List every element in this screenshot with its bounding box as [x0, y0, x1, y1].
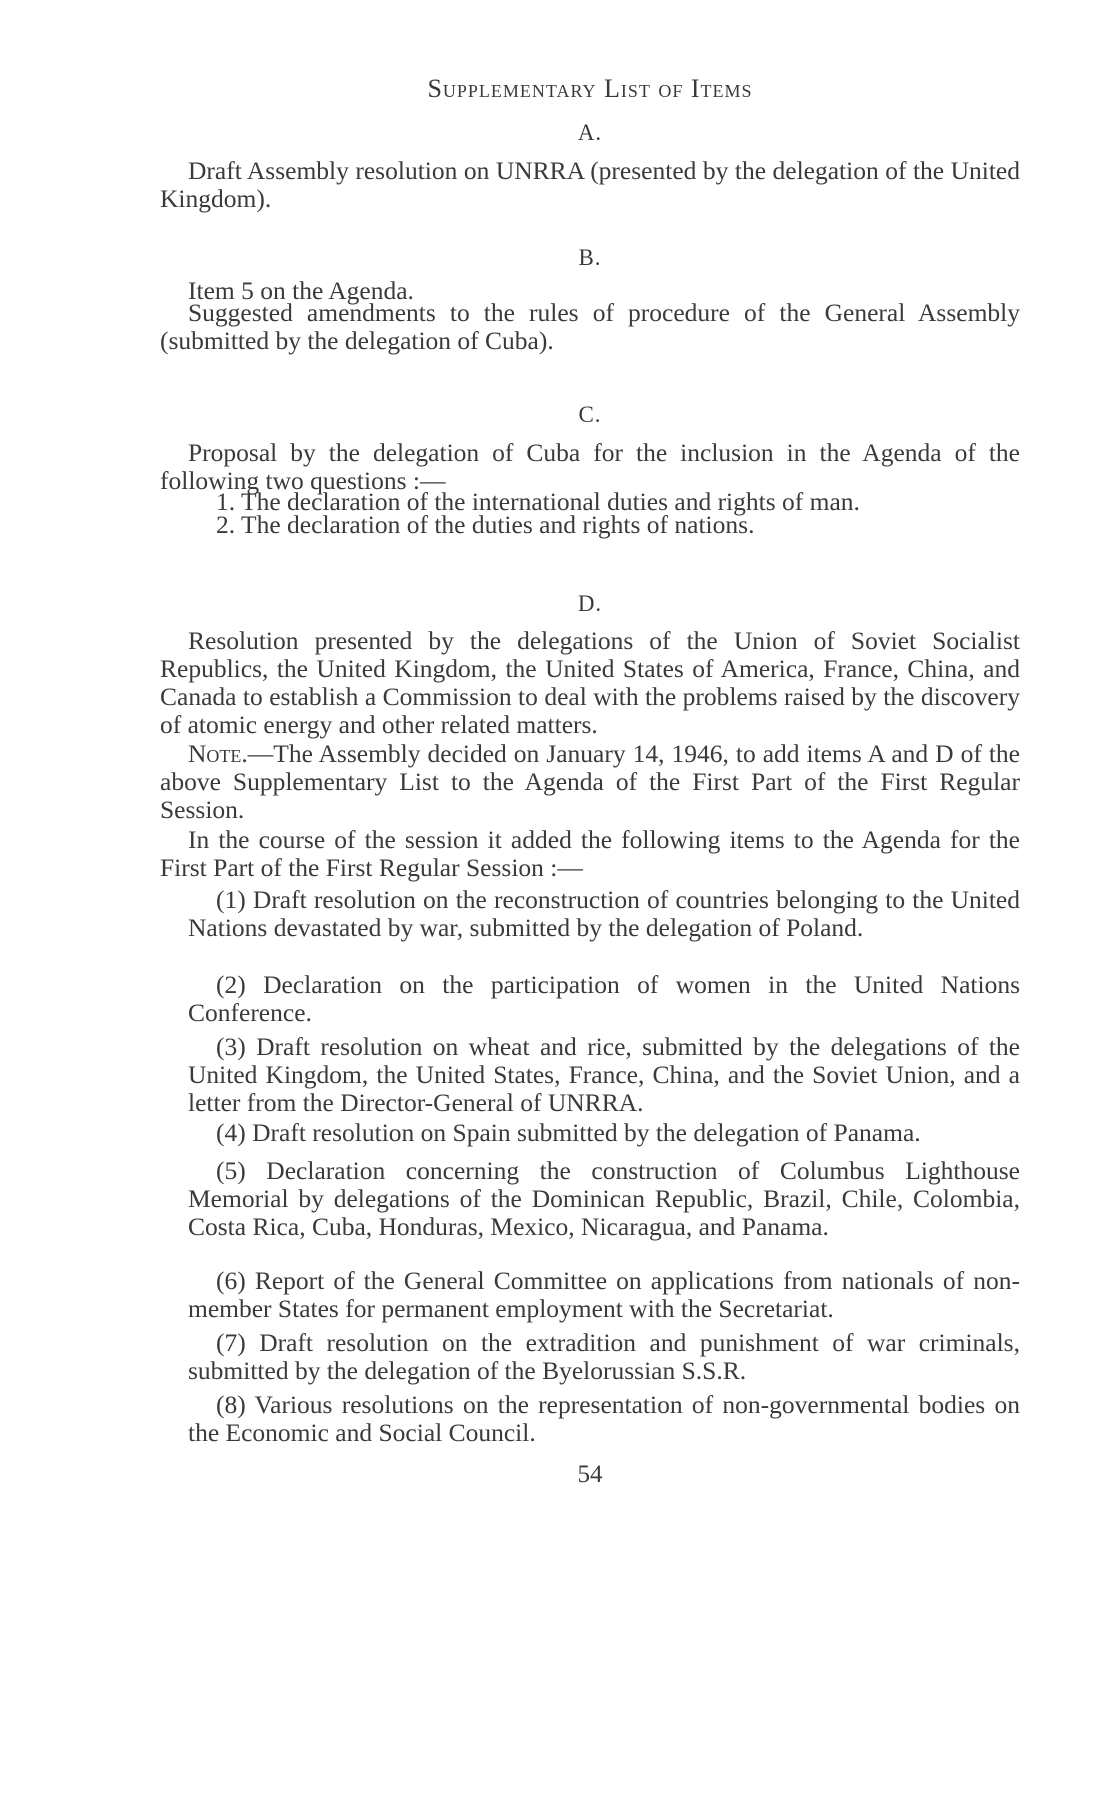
section-c-paragraph: Proposal by the delegation of Cuba for the inclusion in the Agenda of the following two questions :—	[160, 438, 1020, 495]
section-c-sub-item-2: 2. The declaration of the duties and rights of nations.	[216, 510, 755, 539]
section-c-sub-item-1: 1. The declaration of the international duties and rights of man.	[216, 487, 860, 516]
added-item-4: (4) Draft resolution on Spain submitted by the delegation of Panama.	[216, 1118, 921, 1147]
section-d-paragraph: Resolution presented by the delegations of the Union of Soviet Socialist Republics, the United Kingdom, the United States of America, France, China, and Canada to establish a Commission to deal with the problems raised by the discovery of atomic energy and other related matters.	[160, 626, 1020, 739]
added-item-3: (3) Draft resolution on wheat and rice, submitted by the delegations of the United Kingdom, the United States, France, China, and the Soviet Union, and a letter from the Director-General of UNRRA.	[188, 1032, 1020, 1117]
page-title: Supplementary List of Items	[427, 74, 753, 103]
note-text: —The Assembly decided on January 14, 1946, to add items A and D of the above Supplementary List to the Agenda of the First Part of the First Regular Session.	[160, 739, 1020, 824]
section-a-letter: A.	[577, 120, 603, 145]
section-c-letter: C.	[578, 402, 602, 427]
page-number: 54	[577, 1461, 603, 1488]
added-item-8: (8) Various resolutions on the representation of non-governmental bodies on the Economic and Social Council.	[188, 1390, 1020, 1447]
added-item-7: (7) Draft resolution on the extradition and punishment of war criminals, submitted by the delegation of the Byelorussian S.S.R.	[188, 1328, 1020, 1385]
note-paragraph	[160, 740, 1020, 824]
section-a-paragraph: Draft Assembly resolution on UNRRA (presented by the delegation of the United Kingdom).	[160, 156, 1020, 213]
added-item-1: (1) Draft resolution on the reconstruction of countries belonging to the United Nations devastated by war, submitted by the delegation of Poland.	[188, 885, 1020, 942]
section-d-letter: D.	[577, 591, 603, 616]
added-item-5: (5) Declaration concerning the construction of Columbus Lighthouse Memorial by delegations of the Dominican Republic, Brazil, Chile, Colombia, Costa Rica, Cuba, Honduras, Mexico, Nicaragua, and Panama.	[188, 1156, 1020, 1241]
section-b-letter: B.	[578, 245, 602, 270]
intro-paragraph: In the course of the session it added the following items to the Agenda for the First Part of the First Regular Session :—	[160, 825, 1020, 882]
added-item-2: (2) Declaration on the participation of women in the United Nations Conference.	[188, 970, 1020, 1027]
added-item-6: (6) Report of the General Committee on applications from nationals of non-member States for permanent employment with the Secretariat.	[188, 1266, 1020, 1323]
section-b-paragraph-1: Item 5 on the Agenda.	[188, 276, 414, 305]
note-lead: Note.	[188, 739, 248, 768]
section-b-paragraph-2: Suggested amendments to the rules of procedure of the General Assembly (submitted by the delegation of Cuba).	[160, 298, 1020, 355]
